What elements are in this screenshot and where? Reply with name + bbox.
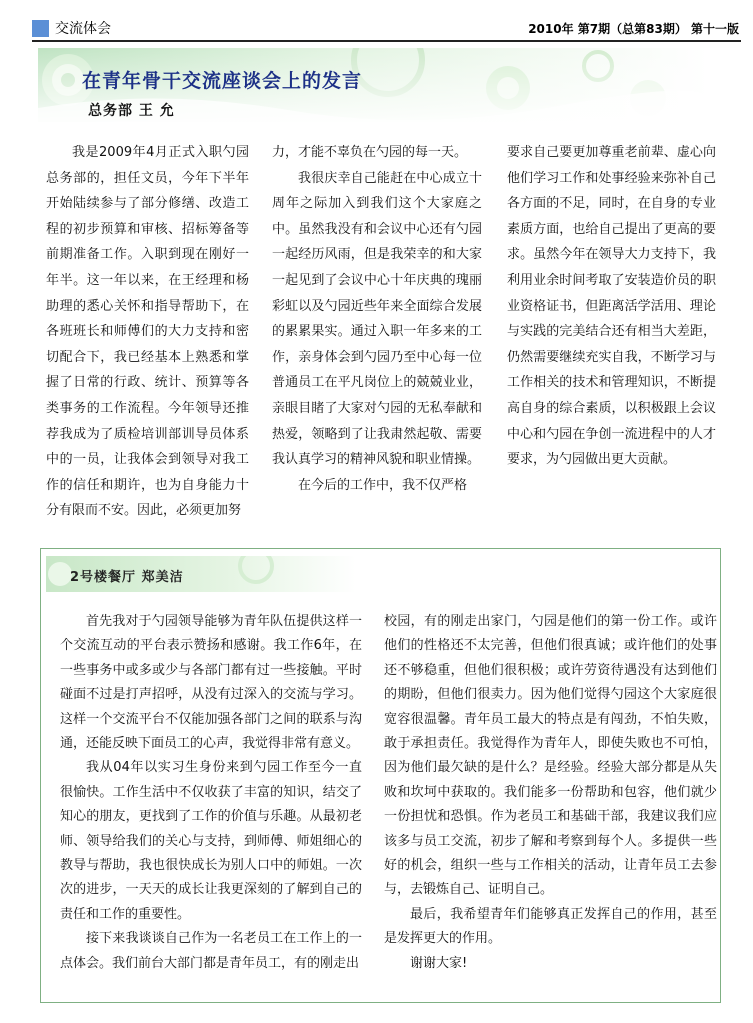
paragraph: 我是2009年4月正式入职勺园总务部的，担任文员，今年下半年开始陆续参与了部分修缮、改造工程的初步预算和审核、招标筹备等前期准备工作。入职到现在刚好一年半。这一年以来，在王经理和杨助理的悉心关怀和指导帮助下，在各班班长和师傅们的大力支持和密切配合下，我已经基本上熟悉和掌握了日常的行政、统计、预算等各类事务的工作流程。今年领导还推荐我成为了质检培训部训导员体系中的一员，让我体会到领导对我工作的信任和期许，也为自身能力十分有限而不安。因此，必须更加努 <box>46 145 249 519</box>
article2-column-left <box>60 610 362 976</box>
section-name: 交流体会 <box>55 21 111 37</box>
article-author: 总务部 王 允 <box>88 103 175 119</box>
header-rule <box>32 40 741 42</box>
paragraph: 力，才能不辜负在勺园的每一天。 <box>272 145 468 160</box>
page-header <box>0 0 753 44</box>
section-marker-icon <box>32 20 49 37</box>
article1-column-1 <box>46 140 249 524</box>
article1-column-2 <box>272 140 482 498</box>
article-title: 在青年骨干交流座谈会上的发言 <box>82 70 363 92</box>
paragraph: 要求自己要更加尊重老前辈、虚心向他们学习工作和处事经验来弥补自己各方面的不足，同时，在自身的专业素质方面，也给自己提出了更高的要求。虽然今年在领导大力支持下，我利用业余时间考取了安装造价员的职业资格证书，但距离活学活用、理论与实践的完美结合还有相当大差距，仍然需要继续充实自我，不断学习与工作相关的技术和管理知识，不断提高自身的综合素质，以积极跟上会议中心和勺园在争创一流进程中的人才要求，为勺园做出更大贡献。 <box>507 145 716 468</box>
paragraph: 我从04年以实习生身份来到勺园工作至今一直很愉快。工作生活中不仅收获了丰富的知识，结交了知心的朋友，更找到了工作的价值与乐趣。从最初老师、领导给我们的关心与支持，到师傅、师姐细心的教导与帮助，我也很快成长为别人口中的师姐。一次次的进步，一天天的成长让我更深刻的了解到自己的责任和工作的重要性。 <box>60 760 362 922</box>
paragraph: 接下来我谈谈自己作为一名老员工在工作上的一点体会。我们前台大部门都是青年员工，有的刚走出 <box>60 931 362 971</box>
article1-column-3 <box>507 140 716 473</box>
issue-info: 2010年 第7期（总第83期） 第十一版 <box>528 22 739 36</box>
paragraph: 首先我对于勺园领导能够为青年队伍提供这样一个交流互动的平台表示赞扬和感谢。我工作6年，在一些事务中或多或少与各部门都有过一些接触。平时碰面不过是打声招呼，从没有过深入的交流与学习。这样一个交流平台不仅能加强各部门之间的联系与沟通，还能反映下面员工的心声，我觉得非常有意义。 <box>60 614 362 752</box>
article2-column-right <box>384 610 717 976</box>
paragraph: 我很庆幸自己能赶在中心成立十周年之际加入到我们这个大家庭之中。虽然我没有和会议中心还有勺园一起经历风雨，但是我荣幸的和大家一起见到了会议中心十年庆典的瑰丽彩虹以及勺园近些年来全面综合发展的累累果实。通过入职一年多来的工作，亲身体会到勺园乃至中心每一位普通员工在平凡岗位上的兢兢业业，亲眼目睹了大家对勺园的无私奉献和热爱，领略到了让我肃然起敬、需要我认真学习的精神风貌和职业情操。 <box>272 170 482 468</box>
article2-author: 2号楼餐厅 郑美洁 <box>70 570 184 585</box>
paragraph: 校园，有的刚走出家门，勺园是他们的第一份工作。或许他们的性格还不太完善，但他们很真诚；或许他们的处事还不够稳重，但他们很积极；或许劳资待遇没有达到他们的期盼，但他们很卖力。因为他们觉得勺园这个大家庭很宽容很温馨。青年员工最大的特点是有闯劲，不怕失败，敢于承担责任。我觉得作为青年人，即使失败也不可怕，因为他们最欠缺的是什么？是经验。经验大部分都是从失败和坎坷中获取的。我们能多一份帮助和包容，他们就少一份担忧和恐惧。作为老员工和基础干部，我建议我们应该多与员工交流，初步了解和考察到每个人。多提供一些好的机会，组织一些与工作相关的活动，让青年员工去参与，去锻炼自己、证明自己。 <box>384 614 717 898</box>
paragraph: 最后，我希望青年们能够真正发挥自己的作用，甚至是发挥更大的作用。 <box>384 906 717 947</box>
closing-line: 谢谢大家! <box>410 955 468 971</box>
paragraph: 在今后的工作中，我不仅严格 <box>298 477 468 493</box>
